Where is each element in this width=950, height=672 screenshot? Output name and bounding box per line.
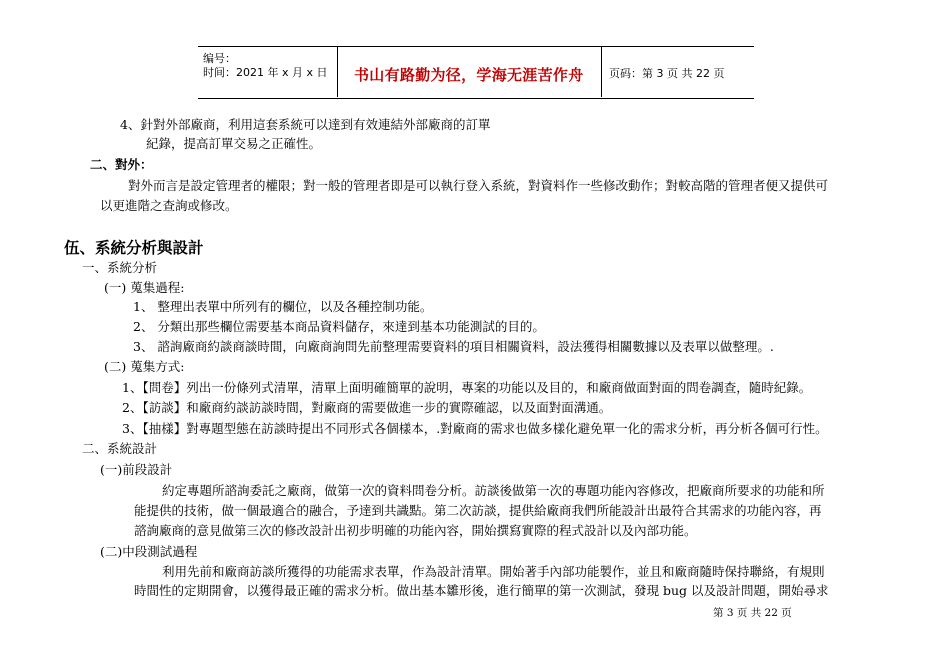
- header-divider: [337, 46, 338, 97]
- subheading: 二、系統設計: [82, 441, 158, 456]
- paragraph-line: 諮詢廠商的意見做第三次的修改設計出初步明確的功能內容，開始撰寫實際的程式設計以及內部功能。: [134, 523, 697, 538]
- footer-page-number: 第 3 页 共 22 页: [713, 607, 792, 619]
- header-divider: [601, 46, 602, 97]
- paragraph-line: 時間性的定期開會，以獲得最正確的需求分析。做出基本雛形後，進行簡單的第一次測試，發現 bug 以及設計問題，開始尋求: [134, 583, 829, 598]
- subheading: 一、系統分析: [82, 260, 158, 275]
- subheading: 二、對外：: [90, 157, 153, 172]
- header-number-label: 编号：: [203, 52, 236, 65]
- subheading: (一)前段設計: [100, 462, 173, 477]
- header-time-label: 时间：2021 年 x 月 x 日: [203, 66, 328, 79]
- subheading: (一) 蒐集過程:: [104, 280, 185, 295]
- paragraph-line: 以更進階之查詢或修改。: [100, 198, 238, 213]
- list-item: 1、【問卷】列出一份條列式清單，清單上面明確簡單的說明，專案的功能以及目的，和廠商做面對面的問卷調查，隨時紀錄。: [122, 380, 812, 395]
- paragraph-line: 4、針對外部廠商，利用這套系統可以達到有效連結外部廠商的訂單: [120, 117, 491, 132]
- list-item: 3、 諮詢廠商約談商談時間，向廠商詢問先前整理需要資料的項目相關資料，設法獲得相關數據以及表單以做整理。.: [133, 339, 774, 354]
- list-item: 3、【抽樣】對專題型態在訪談時提出不同形式各個樣本，.對廠商的需求也做多樣化避免單一化的需求分析，再分析各個可行性。: [122, 421, 828, 436]
- section-heading: 伍、系統分析與設計: [64, 238, 204, 257]
- paragraph-line: 紀錄，提高訂單交易之正確性。: [146, 136, 322, 151]
- paragraph-line: 利用先前和廠商訪談所獲得的功能需求表單，作為設計清單。開始著手內部功能製作，並且和廠商隨時保持聯絡，有規則: [162, 564, 825, 579]
- paragraph-line: 能提供的技術，做一個最適合的融合，予達到共識點。第二次訪談，提供給廠商我們所能設計出最符合其需求的功能內容，再: [134, 503, 822, 518]
- paragraph-line: 約定專題所諮詢委託之廠商，做第一次的資料問卷分析。訪談後做第一次的專題功能內容修改，把廠商所要求的功能和所: [162, 483, 825, 498]
- list-item: 2、 分類出那些欄位需要基本商品資料儲存，來達到基本功能測試的目的。: [133, 319, 545, 334]
- list-item: 1、 整理出表單中所列有的欄位，以及各種控制功能。: [133, 299, 433, 314]
- subheading: (二)中段測試過程: [100, 544, 198, 559]
- list-item: 2、【訪談】和廠商約談訪談時間，對廠商的需要做進一步的實際確認，以及面對面溝通。: [122, 400, 612, 415]
- header-motto: 书山有路勤为径，学海无涯苦作舟: [354, 66, 584, 84]
- paragraph-line: 對外而言是設定管理者的權限；對一般的管理者即是可以執行登入系統，對資料作一些修改動作；對較高階的管理者便又提供可: [128, 178, 829, 193]
- header-page-label: 页码：第 3 页 共 22 页: [609, 67, 725, 80]
- subheading: (二) 蒐集方式:: [104, 359, 185, 374]
